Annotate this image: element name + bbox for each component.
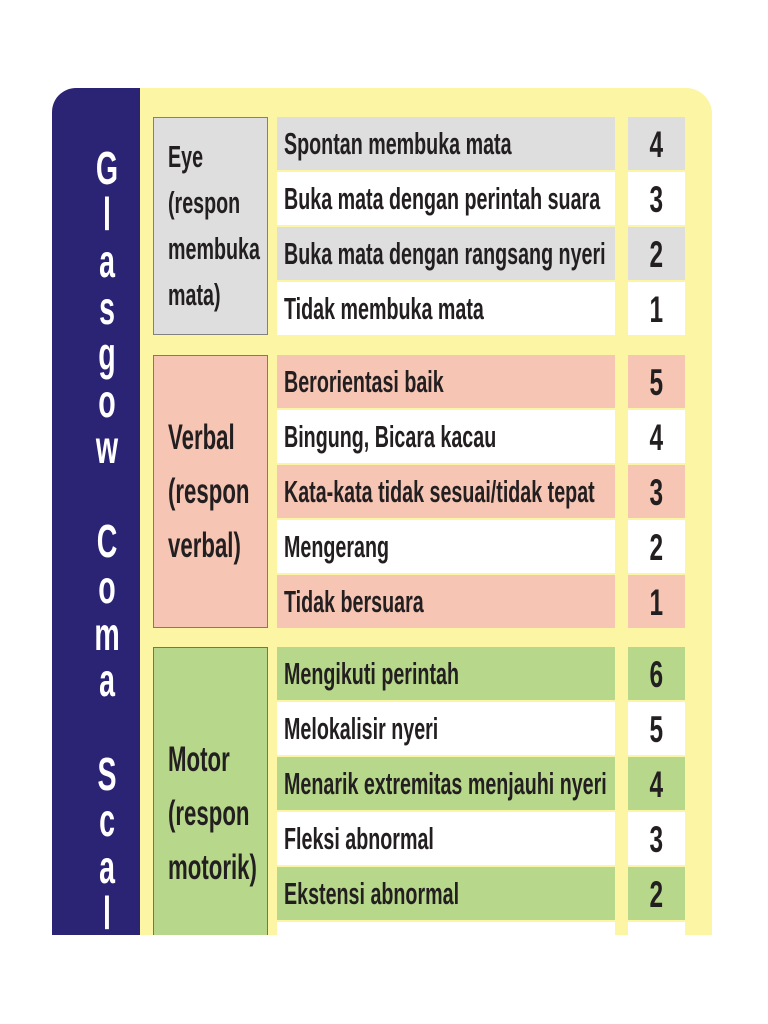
table-row — [277, 575, 685, 628]
table-row — [277, 227, 685, 280]
title-letter: l — [103, 887, 111, 935]
score-value: 5 — [649, 362, 664, 403]
response-text: Berorientasi baik — [284, 364, 444, 399]
eye-rows — [277, 117, 685, 337]
score-value: 4 — [649, 764, 664, 805]
title-letter: S — [97, 747, 117, 800]
response-text: Mengikuti perintah — [284, 656, 459, 691]
title-space — [88, 471, 125, 518]
response-text: Ekstensi abnormal — [284, 876, 460, 911]
response-text: Mengerang — [284, 529, 390, 564]
response-text: Tidak bersuara — [284, 584, 424, 619]
title-letter: o — [98, 561, 116, 614]
score-value: 2 — [649, 527, 664, 568]
response-text: Fleksi abnormal — [284, 821, 434, 856]
motor-rows — [277, 647, 685, 935]
title-letter: G — [95, 141, 119, 194]
table-row — [277, 355, 685, 408]
score-value: 1 — [649, 289, 664, 330]
label-line: verbal) — [168, 525, 241, 565]
table-row — [277, 702, 685, 755]
section-label-eye — [153, 117, 268, 335]
table-row — [277, 410, 685, 463]
table-row — [277, 757, 685, 810]
table-row — [277, 465, 685, 518]
score-value: 1 — [649, 582, 664, 623]
score-value: 3 — [649, 472, 664, 513]
response-text: Kata-kata tidak sesuai/tidak tepat — [284, 474, 595, 509]
label-line: motorik) — [168, 847, 257, 887]
response-text: Menarik extremitas menjauhi nyeri — [284, 766, 607, 801]
score-value: 2 — [649, 874, 664, 915]
title-letter: o — [98, 374, 116, 427]
label-line: Verbal — [168, 417, 235, 457]
verbal-rows — [277, 355, 685, 630]
label-line: (respon — [168, 185, 241, 220]
section-label-motor — [153, 647, 268, 935]
label-line: (respon — [168, 471, 250, 511]
title-letter: a — [99, 235, 115, 287]
label-line: mata) — [168, 277, 221, 312]
label-line: membuka — [168, 231, 260, 266]
response-text: Buka mata dengan perintah suara — [284, 181, 601, 216]
label-line: Eye — [168, 139, 204, 174]
response-text: Tidak membuka mata — [284, 291, 484, 326]
table-row — [277, 282, 685, 335]
title-letter: c — [99, 794, 115, 847]
title-letter: C — [96, 514, 118, 567]
vertical-title — [52, 88, 140, 935]
response-text: Buka mata dengan rangsang nyeri — [284, 236, 606, 271]
label-line: Motor — [168, 739, 230, 779]
table-row — [277, 647, 685, 700]
title-letter: a — [99, 840, 115, 893]
title-space — [88, 704, 125, 751]
table-row — [277, 867, 685, 920]
title-letter: s — [99, 281, 115, 334]
title-letter: l — [103, 188, 111, 241]
title-letter: g — [98, 328, 116, 381]
score-value: 5 — [649, 709, 664, 750]
score-value: 6 — [649, 654, 664, 695]
response-text-clipped — [277, 922, 615, 935]
table-row — [277, 117, 685, 170]
score-value: 2 — [649, 234, 664, 275]
score-value: 3 — [649, 179, 664, 220]
table-row — [277, 172, 685, 225]
table-row — [277, 520, 685, 573]
score-value: 4 — [649, 417, 664, 458]
score-value-clipped — [628, 922, 685, 935]
response-text: Melokalisir nyeri — [284, 711, 439, 746]
table-row — [277, 812, 685, 865]
response-text: Spontan membuka mata — [284, 126, 512, 161]
table-row-clipped — [277, 922, 685, 935]
score-value: 3 — [649, 819, 664, 860]
response-text: Bingung, Bicara kacau — [284, 419, 497, 454]
score-value: 4 — [649, 124, 664, 165]
gcs-card — [52, 88, 712, 935]
title-letter: m — [94, 607, 120, 660]
label-line: (respon — [168, 793, 250, 833]
title-letter: a — [99, 654, 115, 707]
title-letter: w — [95, 421, 119, 474]
section-label-verbal — [153, 355, 268, 628]
